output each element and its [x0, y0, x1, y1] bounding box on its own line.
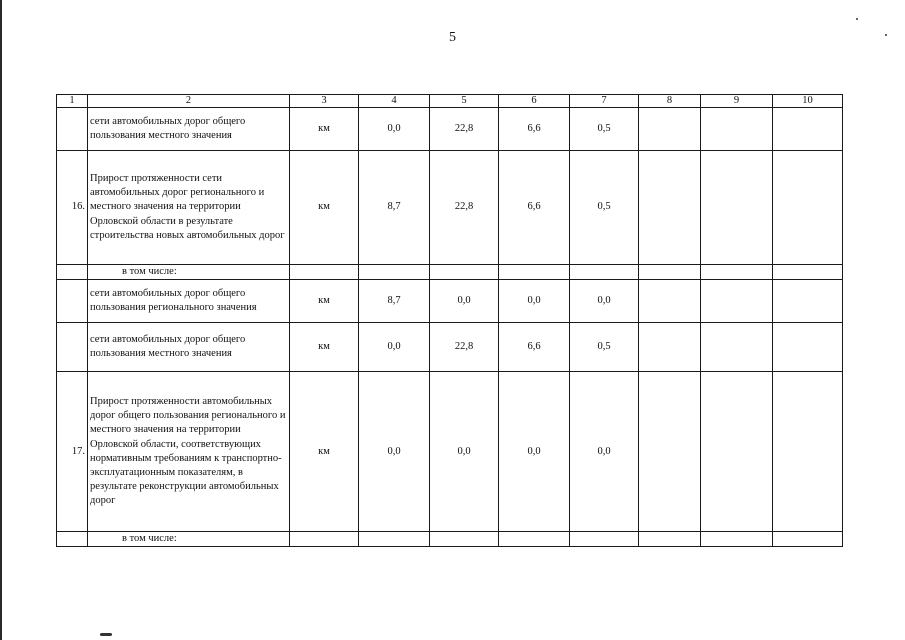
value-cell	[359, 532, 430, 547]
column-number: 9	[701, 95, 773, 108]
table-row	[57, 265, 843, 280]
value-cell: 0,5	[570, 323, 639, 372]
value-cell	[701, 532, 773, 547]
column-number: 6	[499, 95, 570, 108]
value-cell	[639, 280, 701, 323]
value-cell	[773, 108, 843, 151]
value-cell: 22,8	[430, 151, 499, 265]
row-number	[57, 323, 88, 372]
indicator-description: Прирост протяженности автомобильных дорог общего пользования регионального и местного значения на территории Орловской области, соответствующих нормативным требованиям к транспортно-эксплуатационным показателям, в результате реконструкции автомобильных дорог	[88, 372, 290, 532]
value-cell: 0,0	[430, 372, 499, 532]
value-cell	[773, 280, 843, 323]
value-cell	[499, 532, 570, 547]
unit-cell: км	[290, 151, 359, 265]
unit-cell	[290, 532, 359, 547]
value-cell	[773, 151, 843, 265]
value-cell	[701, 372, 773, 532]
value-cell: 0,0	[359, 372, 430, 532]
value-cell	[701, 280, 773, 323]
value-cell	[570, 532, 639, 547]
value-cell	[359, 265, 430, 280]
value-cell: 6,6	[499, 323, 570, 372]
value-cell	[773, 532, 843, 547]
table-row	[57, 280, 843, 323]
value-cell: 0,0	[499, 280, 570, 323]
row-number	[57, 280, 88, 323]
value-cell: 8,7	[359, 151, 430, 265]
row-number	[57, 265, 88, 280]
table-row	[57, 323, 843, 372]
value-cell	[430, 532, 499, 547]
including-label: в том числе:	[88, 532, 290, 547]
value-cell	[773, 323, 843, 372]
row-number	[57, 108, 88, 151]
value-cell: 22,8	[430, 108, 499, 151]
unit-cell: км	[290, 323, 359, 372]
value-cell: 22,8	[430, 323, 499, 372]
value-cell: 0,0	[570, 372, 639, 532]
column-number: 2	[88, 95, 290, 108]
value-cell: 0,5	[570, 151, 639, 265]
value-cell: 8,7	[359, 280, 430, 323]
value-cell	[773, 265, 843, 280]
value-cell: 0,5	[570, 108, 639, 151]
value-cell: 0,0	[499, 372, 570, 532]
value-cell	[570, 265, 639, 280]
indicator-description: сети автомобильных дорог общего пользования регионального значения	[88, 280, 290, 323]
scan-speck	[100, 633, 112, 636]
column-number: 8	[639, 95, 701, 108]
table-row	[57, 151, 843, 265]
indicator-description: сети автомобильных дорог общего пользования местного значения	[88, 323, 290, 372]
value-cell	[773, 372, 843, 532]
column-number: 3	[290, 95, 359, 108]
value-cell	[639, 372, 701, 532]
value-cell: 0,0	[430, 280, 499, 323]
column-number: 7	[570, 95, 639, 108]
including-label: в том числе:	[88, 265, 290, 280]
unit-cell	[290, 265, 359, 280]
value-cell	[639, 108, 701, 151]
value-cell: 6,6	[499, 151, 570, 265]
value-cell: 6,6	[499, 108, 570, 151]
value-cell: 0,0	[359, 108, 430, 151]
page-number: 5	[449, 30, 456, 45]
unit-cell: км	[290, 372, 359, 532]
value-cell	[639, 323, 701, 372]
value-cell	[701, 108, 773, 151]
value-cell	[639, 265, 701, 280]
column-number: 4	[359, 95, 430, 108]
row-number	[57, 532, 88, 547]
indicator-description: сети автомобильных дорог общего пользования местного значения	[88, 108, 290, 151]
unit-cell: км	[290, 280, 359, 323]
table-row	[57, 532, 843, 547]
value-cell	[639, 151, 701, 265]
row-number: 17.	[57, 372, 88, 532]
column-number: 10	[773, 95, 843, 108]
value-cell	[430, 265, 499, 280]
value-cell	[701, 323, 773, 372]
indicators-table	[56, 94, 843, 547]
scan-speck	[856, 18, 858, 20]
value-cell	[499, 265, 570, 280]
unit-cell: км	[290, 108, 359, 151]
column-number: 5	[430, 95, 499, 108]
scan-left-edge	[0, 0, 2, 640]
column-number-row	[57, 95, 843, 108]
value-cell	[701, 151, 773, 265]
value-cell	[639, 532, 701, 547]
value-cell: 0,0	[570, 280, 639, 323]
value-cell: 0,0	[359, 323, 430, 372]
table-row	[57, 108, 843, 151]
table-row	[57, 372, 843, 532]
indicator-description: Прирост протяженности сети автомобильных дорог регионального и местного значения на территории Орловской области в результате строительства новых автомобильных дорог	[88, 151, 290, 265]
row-number: 16.	[57, 151, 88, 265]
column-number: 1	[57, 95, 88, 108]
value-cell	[701, 265, 773, 280]
